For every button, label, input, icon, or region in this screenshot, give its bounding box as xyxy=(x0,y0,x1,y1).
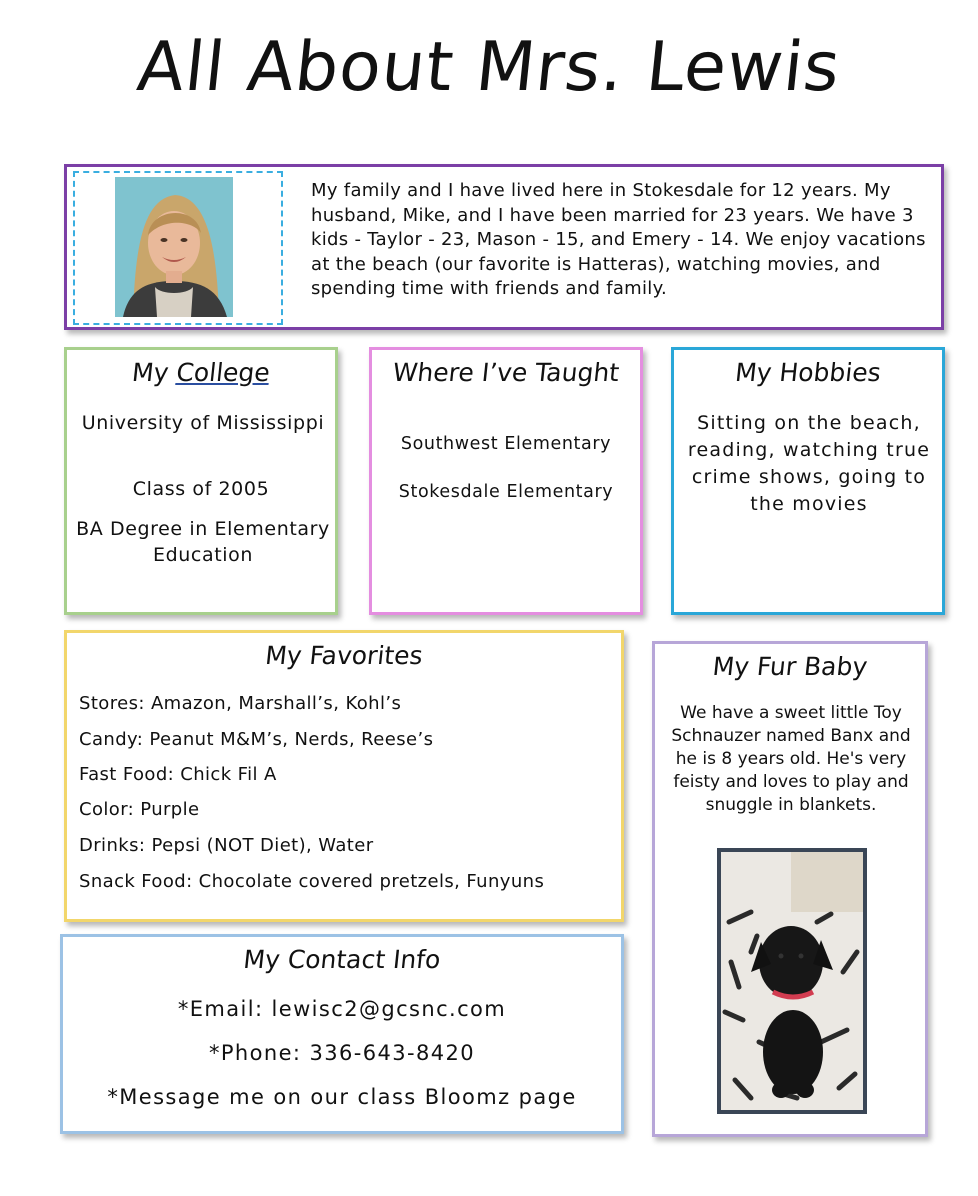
favorite-item: Snack Food: Chocolate covered pretzels, Funyuns xyxy=(79,871,545,892)
favorites-title: My Favorites xyxy=(263,641,425,670)
favorite-item: Drinks: Pepsi (NOT Diet), Water xyxy=(79,835,374,856)
college-degree: BA Degree in Elementary Education xyxy=(76,518,330,566)
contact-email: *Email: lewisc2@gcsnc.com xyxy=(177,997,507,1021)
hobbies-text: Sitting on the beach, reading, watching true crime shows, going to the movies xyxy=(687,412,931,515)
contact-message: *Message me on our class Bloomz page xyxy=(107,1085,577,1109)
contact-title: My Contact Info xyxy=(242,945,442,974)
favorite-item: Color: Purple xyxy=(79,799,200,820)
college-title-word: College xyxy=(174,358,272,387)
college-school: University of Mississippi xyxy=(81,412,325,434)
college-card xyxy=(64,347,338,615)
favorite-item: Stores: Amazon, Marshall’s, Kohl’s xyxy=(79,693,402,714)
page-title: All About Mrs. Lewis xyxy=(133,28,845,107)
taught-title: Where I’ve Taught xyxy=(391,358,621,387)
taught-school-2: Stokesdale Elementary xyxy=(398,482,614,502)
favorite-item: Fast Food: Chick Fil A xyxy=(79,764,277,785)
contact-phone: *Phone: 336-643-8420 xyxy=(208,1041,476,1065)
hobbies-card xyxy=(671,347,945,615)
teacher-photo xyxy=(115,177,233,317)
favorite-item: Candy: Peanut M&M’s, Nerds, Reese’s xyxy=(79,729,434,750)
dog-photo xyxy=(717,848,867,1114)
college-class: Class of 2005 xyxy=(132,478,270,500)
college-title xyxy=(65,358,336,387)
college-title-prefix: My xyxy=(130,358,179,387)
about-text: My family and I have lived here in Stokesdale for 12 years. My husband, Mike, and I have been married for 23 years. We have 3 kids - Taylor - 23, Mason - 15, and Emery - 14. We enjoy vacations at the beach (our favorite is Hatteras), watching movies, and spending time with friends and family. xyxy=(311,180,926,299)
taught-school-1: Southwest Elementary xyxy=(400,434,612,454)
furbaby-card xyxy=(652,641,928,1137)
furbaby-text: We have a sweet little Toy Schnauzer named Banx and he is 8 years old. He's very feisty and loves to play and snuggle in blankets. xyxy=(671,703,911,815)
furbaby-title: My Fur Baby xyxy=(711,652,869,681)
about-card xyxy=(64,164,944,330)
favorites-card xyxy=(64,630,624,922)
hobbies-title: My Hobbies xyxy=(733,358,883,387)
taught-card xyxy=(369,347,643,615)
contact-card xyxy=(60,934,624,1134)
